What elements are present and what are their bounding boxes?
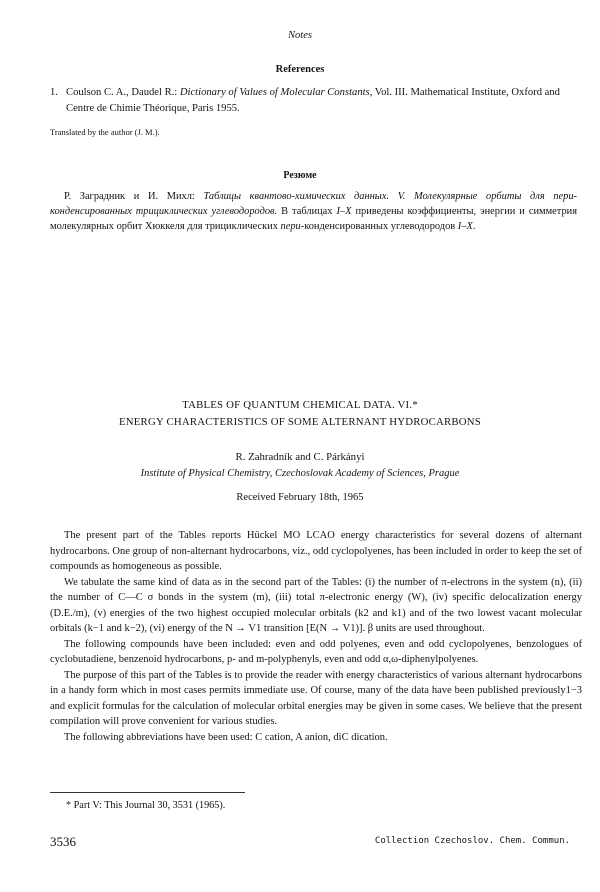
- resume-text-3: -конденсированных углеводородов: [300, 221, 458, 232]
- paragraph-abbreviations: The following abbreviations have been used: C cation, A anion, diC dication.: [64, 731, 388, 743]
- reference-title: Dictionary of Values of Molecular Constants: [179, 87, 370, 98]
- paragraph-data-kinds: We tabulate the same kind of data as in the second part of the Tables: (i) the number of π-electrons in the system (n), (ii) the number of C—C σ bonds in the system (m), (iii) total π-electronic energy (W), (iv) specific delocalization energy (D.E./m), (v) energies of the two highest occupied molecular orbitals (k2 and k1) and of the two lowest vacant molecular orbitals (k−1 and k−2), (vi) energy of the N → V1 transition [E(N → V1)]. β units are used throughout.: [50, 576, 582, 634]
- resume-heading: Резюме: [283, 170, 317, 181]
- resume-paragraph: [50, 189, 577, 234]
- paragraph-compounds: The following compounds have been included: even and odd polyenes, even and odd cyclopolyenes, benzologues of cyclobutadiene, benzenoid hydrocarbons, p- and m-polyphenyls, even and odd α,ω-diphenylpolyenes.: [50, 638, 582, 665]
- translator-note: Translated by the author (J. M.).: [50, 127, 160, 137]
- resume-peri: пери: [280, 221, 301, 232]
- resume-range-2: I–X: [457, 221, 473, 232]
- article-body: [50, 528, 582, 745]
- paragraph-purpose: The purpose of this part of the Tables is to provide the reader with energy characteristics of various alternant hydrocarbons in a handy form which in most cases permits immediate use. Of course, many of the data have been published previously1−3 and explicit formulas for the calculation of molecular orbital energies may be given in some cases. We believe that the present compilation will prove convenient for various studies.: [50, 669, 582, 727]
- running-header: Notes: [288, 30, 312, 41]
- resume-text-1: В таблицах: [277, 206, 337, 217]
- reference-details: , Vol. III. Mathematical Institute, Oxford and Centre de Chimie Théorique, Paris 1955.: [66, 87, 560, 114]
- resume-text-2: приведены коэффициенты, энергии и симметрия молекулярных орбит Хюккеля для трициклических: [50, 206, 577, 232]
- page-number: 3536: [50, 834, 76, 849]
- paragraph-intro: The present part of the Tables reports Hückel MO LCAO energy characteristics for several dozens of alternant hydrocarbons. One group of non-alternant hydrocarbons, viz., odd cyclopolyenes, has been included in order to keep the set of compounds as homogeneous as possible.: [50, 530, 582, 572]
- article-affiliation: Institute of Physical Chemistry, Czechoslovak Academy of Sciences, Prague: [140, 468, 460, 479]
- article-title-line-1: TABLES OF QUANTUM CHEMICAL DATA. VI.*: [182, 399, 418, 411]
- reference-authors: Coulson C. A., Daudel R.:: [66, 87, 180, 98]
- reference-item: [50, 85, 575, 117]
- article-title-line-2: ENERGY CHARACTERISTICS OF SOME ALTERNANT HYDROCARBONS: [118, 416, 482, 428]
- received-date: Received February 18th, 1965: [236, 492, 364, 503]
- footnote-divider: [50, 792, 245, 793]
- reference-number: 1.: [50, 87, 58, 98]
- footnote: * Part V: This Journal 30, 3531 (1965).: [66, 800, 226, 811]
- journal-name: Collection Czechoslov. Chem. Commun.: [374, 836, 570, 846]
- resume-authors: Р. Заградник и И. Михл:: [64, 191, 204, 202]
- article-authors: R. Zahradník and C. Párkányi: [235, 451, 365, 463]
- resume-text-end: .: [472, 221, 476, 232]
- references-heading: References: [275, 64, 325, 75]
- resume-title: Таблицы квантово-химических данных. V. Молекулярные орбиты для пери-конденсированных трициклических углеводородов.: [50, 191, 577, 217]
- resume-range-1: I–X: [336, 206, 352, 217]
